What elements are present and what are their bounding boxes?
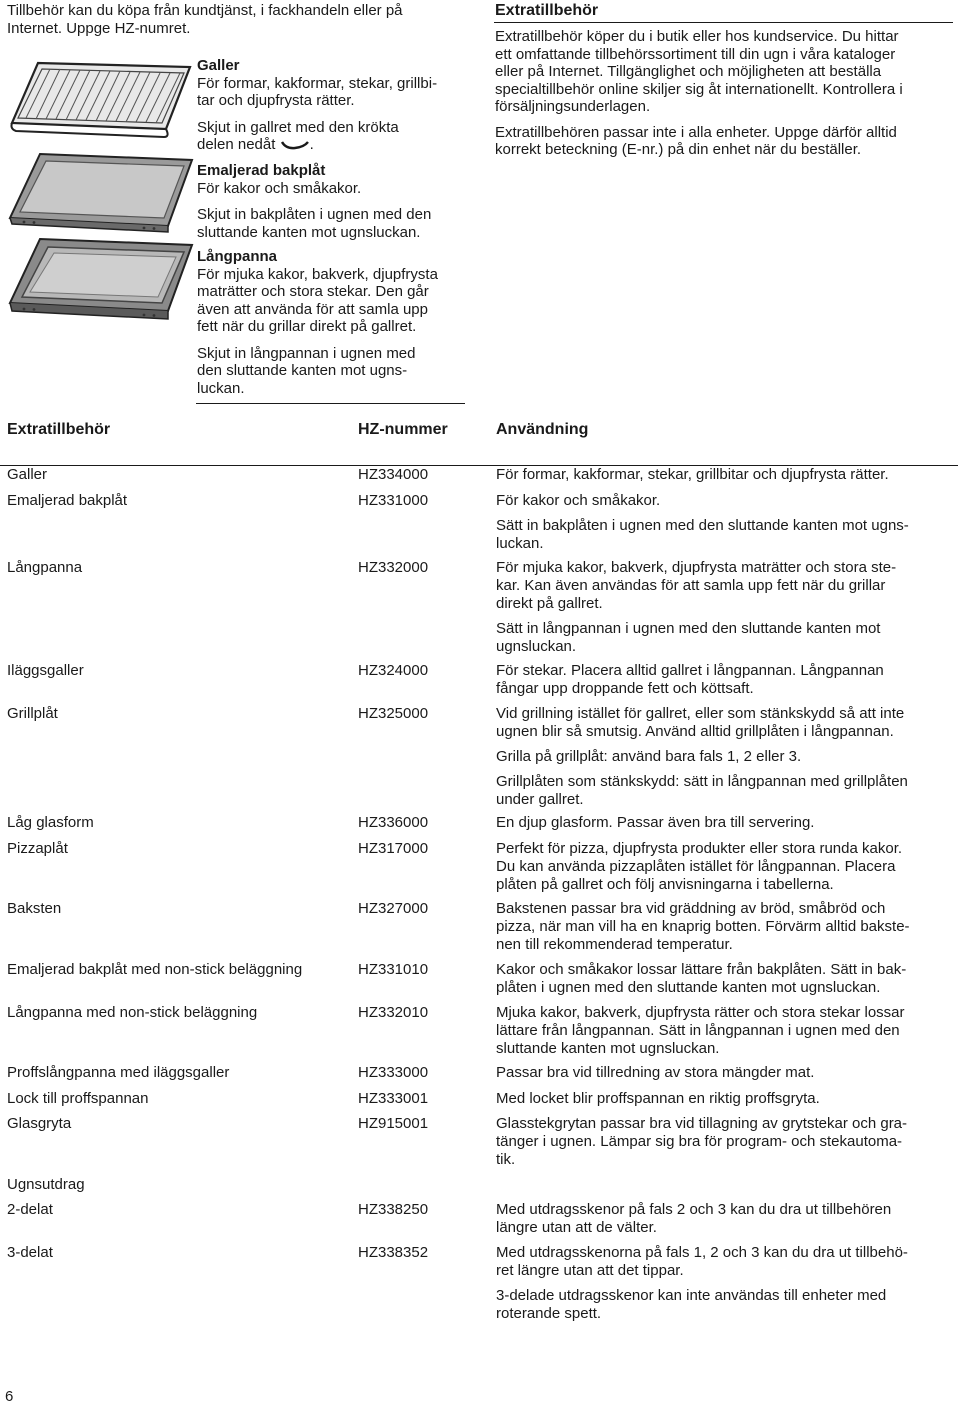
accessory-note: [197, 119, 465, 154]
extras-paragraph-1: Extratillbehör köper du i butik eller hos kundservice. Du hittar ett omfattande tillbehörssortiment till din ugn i våra kataloger eller på Internet. Tillgänglighet och möjligheten att beställa specialtillbehör online skiljer sig åt internationellt. Kontrollera i försäljningsunderlagen.: [495, 28, 903, 115]
table-row: [7, 705, 953, 815]
table-cell-use: [496, 840, 951, 894]
table-cell-name: Låg glasform: [7, 814, 94, 831]
table-cell-hz: HZ332000: [358, 559, 429, 576]
usage-paragraph: Mjuka kakor, bakverk, djupfrysta rätter och stora stekar lossar lättare från långpannan. Sätt in långpannan i ugnen med den sluttande kanten mot ugnsluckan.: [496, 1003, 905, 1057]
table-row: [7, 900, 953, 961]
extras-paragraph-2: Extratillbehören passar inte i alla enheter. Uppge därför alltid korrekt beteckning (E-nr.) på din enhet när du beställer.: [495, 123, 897, 158]
usage-paragraph: För mjuka kakor, bakverk, djupfrysta maträtter och stora ste- kar. Kan även användas för att samla upp fett när du grillar direkt på gallret.: [496, 559, 897, 612]
usage-paragraph: Perfekt för pizza, djupfrysta produkter eller stora runda kakor. Du kan använda pizzaplåten istället för långpannan. Placera plåten på gallret och följ anvisningarna i tabellerna.: [496, 839, 903, 893]
table-row: [7, 961, 953, 1004]
table-cell-name: Proffslångpanna med iläggsgaller: [7, 1064, 230, 1081]
table-cell-use: [496, 900, 951, 954]
table-cell-name: Emaljerad bakplåt: [7, 491, 128, 509]
table-cell-use: [496, 662, 951, 698]
table-cell-hz: HZ325000: [358, 704, 429, 722]
usage-paragraph: För formar, kakformar, stekar, grillbitar och djupfrysta rätter.: [496, 466, 889, 483]
table-cell-name: Långpanna med non-stick beläggning: [7, 1003, 258, 1021]
table-cell-hz: HZ915001: [358, 1115, 429, 1132]
usage-paragraph: Vid grillning istället för gallret, eller som stänkskydd så att inte ugnen blir så smutsig. Använd alltid grillplåten i långpannan.: [496, 704, 905, 740]
table-cell-hz: HZ324000: [358, 661, 429, 679]
usage-paragraph: Sätt in långpannan i ugnen med den sluttande kanten mot ugnsluckan.: [496, 620, 881, 655]
table-cell-hz: HZ333001: [358, 1089, 429, 1107]
usage-paragraph: Med utdragsskenorna på fals 1, 2 och 3 kan du dra ut tillbehö- ret längre utan att det tippar.: [496, 1244, 908, 1279]
usage-paragraph: Glasstekgrytan passar bra vid tillagning av grytstekar och gra- tänger i ugnen. Lämpar sig bra för program- och stekautoma- tik.: [496, 1115, 908, 1168]
usage-paragraph: Passar bra vid tillredning av stora mängder mat.: [496, 1064, 815, 1081]
table-cell-name: Galler: [7, 466, 48, 483]
table-cell-hz: HZ336000: [358, 814, 429, 831]
table-row: [7, 1090, 953, 1116]
accessory-title: Galler: [197, 57, 240, 74]
table-cell-use: [496, 559, 951, 656]
intro-text: [7, 2, 477, 38]
accessory-note: Skjut in bakplåten i ugnen med den sluttande kanten mot ugnsluckan.: [197, 206, 432, 241]
accessory-title: Långpanna: [197, 248, 278, 265]
table-cell-use: [496, 814, 951, 832]
table-cell-name: Grillplåt: [7, 704, 58, 722]
table-body: [7, 466, 953, 1329]
table-cell-hz: HZ317000: [358, 839, 429, 857]
usage-paragraph: Grillplåten som stänkskydd: sätt in långpannan med grillplåten under gallret.: [496, 772, 908, 808]
table-cell-name: 2-delat: [7, 1201, 53, 1218]
table-cell-use: [496, 492, 951, 553]
table-cell-use: [496, 1201, 951, 1237]
table-row: [7, 1004, 953, 1065]
wire-rack-icon: [4, 55, 196, 155]
usage-paragraph: För stekar. Placera alltid gallret i långpannan. Långpannan fångar upp droppande fett och köttsaft.: [496, 661, 884, 697]
table-cell-name: Emaljerad bakplåt med non-stick beläggning: [7, 960, 303, 978]
table-cell-hz: HZ333000: [358, 1064, 429, 1081]
table-cell-name: Glasgryta: [7, 1115, 72, 1132]
usage-paragraph: För kakor och småkakor.: [496, 491, 661, 509]
table-row: [7, 814, 953, 840]
table-row: [7, 492, 953, 560]
table-cell-use: [496, 705, 951, 809]
intro-line-1: Tillbehör kan du köpa från kundtjänst, i fackhandeln eller på: [7, 2, 403, 19]
intro-line-2: Internet. Uppge HZ-numret.: [7, 20, 191, 37]
divider: [196, 403, 465, 404]
column-header: Användning: [496, 421, 589, 438]
accessory-desc: För formar, kakformar, stekar, grillbi- tar och djupfrysta rätter.: [197, 74, 438, 109]
accessory-desc: För kakor och småkakor.: [197, 179, 362, 197]
table-cell-hz: HZ331010: [358, 960, 429, 978]
table-cell-name: Ugnsutdrag: [7, 1175, 85, 1193]
table-cell-name: 3-delat: [7, 1244, 53, 1261]
accessory-note-text: Skjut in gallret med den krökta delen nedåt: [197, 118, 399, 153]
table-cell-hz: HZ327000: [358, 900, 429, 917]
table-cell-name: Pizzaplåt: [7, 839, 68, 857]
table-cell-hz: HZ332010: [358, 1003, 429, 1021]
table-cell-use: [496, 1064, 951, 1082]
accessory-title: Emaljerad bakplåt: [197, 162, 326, 179]
usage-paragraph: Sätt in bakplåten i ugnen med den sluttande kanten mot ugns- luckan.: [496, 516, 909, 552]
column-header: HZ-nummer: [358, 421, 448, 438]
table-cell-use: [496, 1004, 951, 1058]
roasting-pan-icon: [4, 233, 196, 333]
column-header: Extratillbehör: [7, 421, 111, 438]
accessory-langpanna: [197, 248, 465, 397]
table-cell-use: [496, 1090, 951, 1108]
table-cell-name: Långpanna: [7, 559, 83, 576]
usage-paragraph: Bakstenen passar bra vid gräddning av bröd, småbröd och pizza, när man vill ha en knaprig botten. Förvärm alltid bakste- nen till rekommenderad temperatur.: [496, 900, 910, 953]
extras-section: [495, 2, 950, 167]
table-row: [7, 1201, 953, 1244]
table-row: [7, 840, 953, 901]
usage-paragraph: 3-delade utdragsskenor kan inte användas till enheter med roterande spett.: [496, 1287, 887, 1322]
table-cell-hz: HZ334000: [358, 466, 429, 483]
table-cell-hz: HZ338352: [358, 1244, 429, 1261]
table-cell-name: Baksten: [7, 900, 62, 917]
usage-paragraph: Grilla på grillplåt: använd bara fals 1, 2 eller 3.: [496, 747, 802, 765]
accessory-emaljerad-bakplat: [197, 162, 465, 241]
accessory-desc: För mjuka kakor, bakverk, djupfrysta maträtter och stora stekar. Den går även att använda för att samla upp fett när du grillar direkt på gallret.: [197, 265, 438, 335]
usage-paragraph: Med utdragsskenor på fals 2 och 3 kan du dra ut tillbehören längre utan att de välter.: [496, 1201, 892, 1236]
accessory-galler: [197, 57, 465, 154]
table-row: [7, 1176, 953, 1202]
table-row: [7, 559, 953, 662]
table-row: [7, 1244, 953, 1329]
table-cell-use: [496, 466, 951, 484]
table-cell-name: Iläggsgaller: [7, 661, 84, 679]
accessories-table: [7, 421, 953, 1329]
usage-paragraph: En djup glasform. Passar även bra till servering.: [496, 814, 815, 831]
table-cell-hz: HZ331000: [358, 491, 429, 509]
table-row: [7, 1064, 953, 1090]
table-cell-use: [496, 1115, 951, 1169]
table-row: [7, 1115, 953, 1176]
table-cell-use: [496, 961, 951, 997]
curved-rack-symbol-icon: [280, 139, 310, 151]
section-heading: Extratillbehör: [495, 2, 599, 19]
table-cell-use: [496, 1244, 951, 1323]
table-row: [7, 466, 953, 492]
table-header-row: [7, 421, 953, 466]
table-cell-hz: HZ338250: [358, 1201, 429, 1218]
accessory-note: Skjut in långpannan i ugnen med den sluttande kanten mot ugns- luckan.: [197, 344, 416, 397]
table-row: [7, 662, 953, 705]
table-cell-name: Lock till proffspannan: [7, 1089, 149, 1107]
page-number: 6: [5, 1388, 14, 1405]
usage-paragraph: Kakor och småkakor lossar lättare från bakplåten. Sätt in bak- plåten i ugnen med den sluttande kanten mot ugnsluckan.: [496, 960, 907, 996]
accessory-note-end: .: [309, 136, 314, 153]
usage-paragraph: Med locket blir proffspannan en riktig proffsgryta.: [496, 1089, 820, 1107]
